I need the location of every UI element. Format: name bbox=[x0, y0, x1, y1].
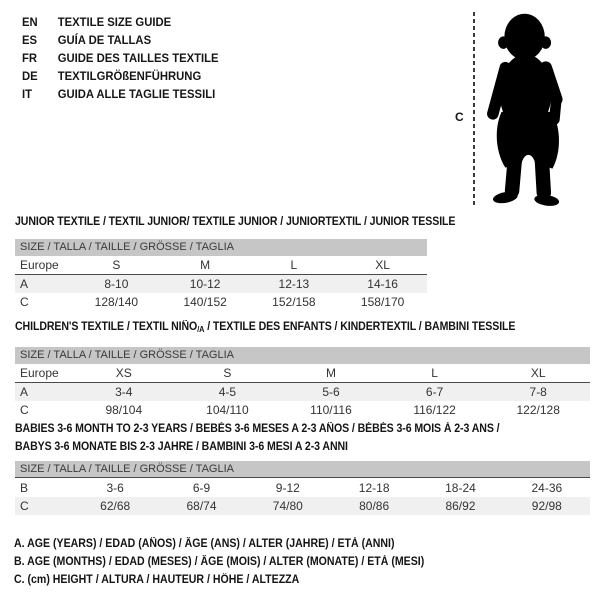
table-cell: Europe bbox=[15, 256, 72, 275]
children-table-title bbox=[15, 318, 515, 339]
lang-row-fr bbox=[22, 49, 219, 67]
babies-table-title bbox=[15, 420, 499, 456]
table-cell: 80/86 bbox=[331, 497, 417, 515]
table-cell: 68/74 bbox=[158, 497, 244, 515]
lang-row-en bbox=[22, 13, 219, 31]
size-header-bar: SIZE / TALLA / TAILLE / GRÖSSE / TAGLIA bbox=[15, 347, 590, 364]
table-cell: 92/98 bbox=[504, 497, 590, 515]
table-cell: L bbox=[383, 364, 487, 383]
lang-code: IT bbox=[22, 87, 33, 101]
table-cell: B bbox=[20, 481, 29, 495]
table-cell: A bbox=[15, 383, 72, 402]
table-cell: C bbox=[15, 497, 72, 515]
table-cell: 5-6 bbox=[279, 383, 383, 402]
table-row bbox=[15, 293, 427, 311]
table-cell: 140/152 bbox=[183, 295, 227, 309]
lang-code: FR bbox=[22, 51, 38, 65]
lang-title: GUIDE DES TAILLES TEXTILE bbox=[57, 51, 219, 65]
table-cell: 9-12 bbox=[275, 481, 300, 495]
table-cell: M bbox=[279, 364, 383, 383]
table-cell: 74/80 bbox=[245, 497, 331, 515]
junior-table-title: JUNIOR TEXTILE / TEXTIL JUNIOR/ TEXTILE JUNIOR / JUNIORTEXTIL / JUNIOR TESSILE bbox=[15, 216, 456, 228]
table-cell: 86/92 bbox=[417, 497, 503, 515]
measurement-legend bbox=[14, 535, 460, 589]
table-row bbox=[15, 401, 590, 419]
title-line-2: BABYS 3-6 MONATE BIS 2-3 JAHRE / BAMBINI 3-6 MESI A 2-3 ANNI bbox=[15, 441, 348, 453]
table-cell: 116/122 bbox=[413, 403, 456, 417]
table-row bbox=[15, 364, 590, 383]
table-cell: 18-24 bbox=[445, 481, 476, 495]
table-cell: 104/110 bbox=[206, 403, 249, 417]
table-cell: M bbox=[161, 256, 250, 275]
size-header-bar: SIZE / TALLA / TAILLE / GRÖSSE / TAGLIA bbox=[15, 239, 427, 256]
table-cell: 6-9 bbox=[192, 481, 211, 495]
legend-line-a: A. AGE (YEARS) / EDAD (AÑOS) / ÂGE (ANS) / ALTER (JAHRE) / ETÀ (ANNI) bbox=[14, 538, 395, 550]
table-cell: 122/128 bbox=[516, 403, 560, 417]
lang-title: TEXTILGRÖßENFÜHRUNG bbox=[57, 69, 202, 83]
table-cell: 3-6 bbox=[106, 481, 124, 495]
table-cell: 62/68 bbox=[72, 497, 158, 515]
legend-line-b: B. AGE (MONTHS) / EDAD (MESES) / ÂGE (MOIS) / ALTER (MONATE) / ETÀ (MESI) bbox=[14, 556, 425, 568]
table-cell: 10-12 bbox=[161, 275, 250, 294]
height-measure-dashed-line bbox=[473, 12, 475, 208]
table-cell: Europe bbox=[15, 364, 72, 383]
lang-title: GUÍA DE TALLAS bbox=[57, 33, 152, 47]
lang-title: TEXTILE SIZE GUIDE bbox=[57, 15, 172, 29]
table-cell: 12-13 bbox=[250, 275, 339, 294]
table-cell: XS bbox=[72, 364, 176, 383]
lang-row-es bbox=[22, 31, 219, 49]
height-measure-label: C bbox=[455, 110, 464, 124]
table-cell: XL bbox=[486, 364, 590, 383]
lang-row-de bbox=[22, 67, 219, 85]
table-cell: 6-7 bbox=[383, 383, 487, 402]
table-cell: A bbox=[15, 275, 72, 294]
junior-size-table bbox=[15, 256, 427, 311]
table-row bbox=[15, 479, 590, 497]
title-text: / TEXTILE DES ENFANTS / KINDERTEXTIL / BAMBINI TESSILE bbox=[204, 321, 516, 333]
size-header-bar: SIZE / TALLA / TAILLE / GRÖSSE / TAGLIA bbox=[15, 461, 590, 478]
title-subscript: /A bbox=[197, 325, 205, 334]
table-cell: 4-5 bbox=[176, 383, 280, 402]
table-cell: 158/170 bbox=[360, 295, 405, 309]
table-cell: L bbox=[250, 256, 339, 275]
lang-row-it bbox=[22, 85, 219, 103]
lang-title: GUIDA ALLE TAGLIE TESSILI bbox=[57, 87, 216, 101]
children-size-table bbox=[15, 364, 590, 419]
table-cell: 24-36 bbox=[531, 481, 563, 495]
lang-code: ES bbox=[22, 33, 38, 47]
title-line-1: BABIES 3-6 MONTH TO 2-3 YEARS / BEBÉS 3-6 MESES A 2-3 AÑOS / BÉBÉS 3-6 MOIS À 2-3 ANS / bbox=[15, 423, 500, 435]
table-cell: S bbox=[72, 256, 161, 275]
table-cell: 7-8 bbox=[486, 383, 590, 402]
legend-line-c: C. (cm) HEIGHT / ALTURA / HAUTEUR / HÖHE / ALTEZZA bbox=[14, 574, 300, 586]
table-cell: 8-10 bbox=[72, 275, 161, 294]
table-cell: XL bbox=[338, 256, 427, 275]
babies-size-table bbox=[15, 479, 590, 515]
table-row bbox=[15, 497, 590, 515]
table-row bbox=[15, 256, 427, 275]
table-cell: 14-16 bbox=[338, 275, 427, 294]
table-cell: 12-18 bbox=[358, 481, 390, 495]
language-title-list bbox=[22, 13, 231, 103]
table-cell: S bbox=[176, 364, 280, 383]
table-cell: C bbox=[20, 403, 29, 417]
table-cell: 98/104 bbox=[105, 403, 143, 417]
table-cell: C bbox=[20, 295, 29, 309]
table-row bbox=[15, 383, 590, 402]
table-row bbox=[15, 275, 427, 294]
table-cell: 3-4 bbox=[72, 383, 176, 402]
toddler-silhouette-icon bbox=[478, 8, 575, 210]
table-cell: 128/140 bbox=[94, 295, 139, 309]
lang-code: DE bbox=[22, 69, 38, 83]
table-cell: 152/158 bbox=[272, 295, 316, 309]
table-cell: 110/116 bbox=[310, 403, 352, 417]
title-text: CHILDREN'S TEXTILE / TEXTIL NIÑO bbox=[15, 321, 198, 333]
lang-code: EN bbox=[22, 15, 38, 29]
